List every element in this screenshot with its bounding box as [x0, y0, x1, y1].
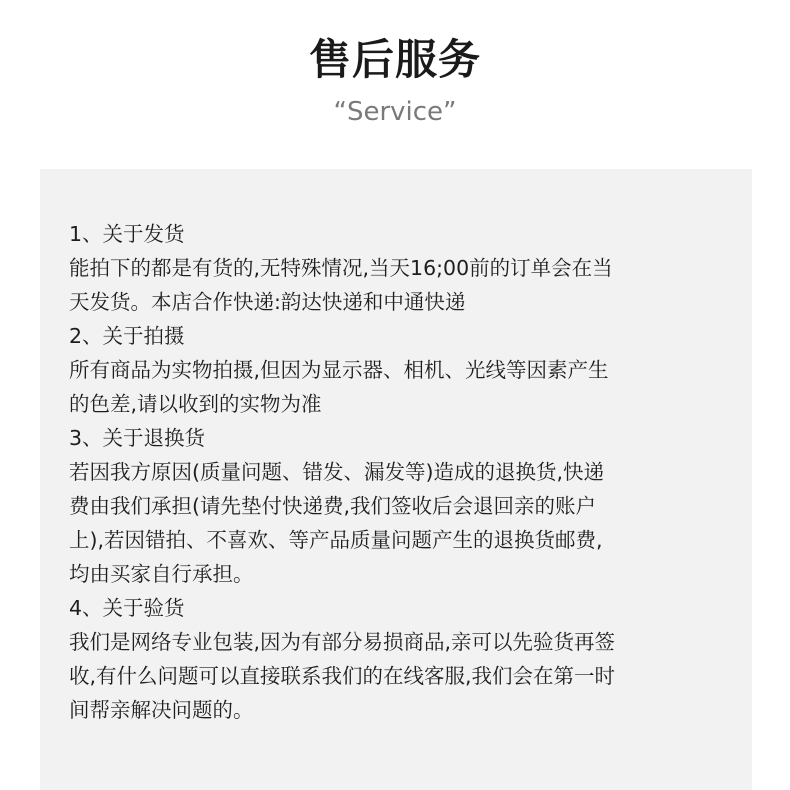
section-inspection	[69, 591, 719, 727]
page-subtitle: “Service”	[333, 97, 457, 127]
service-info-panel	[40, 169, 752, 790]
section-line: 若因我方原因(质量问题、错发、漏发等)造成的退换货,快递	[69, 460, 605, 484]
section-line: 费由我们承担(请先垫付快递费,我们签收后会退回亲的账户	[69, 494, 597, 518]
section-heading: 4、关于验货	[69, 596, 185, 620]
section-returns	[69, 421, 719, 591]
section-heading: 3、关于退换货	[69, 426, 206, 450]
section-line: 上),若因错拍、不喜欢、等产品质量问题产生的退换货邮费,	[69, 528, 603, 552]
section-line: 能拍下的都是有货的,无特殊情况,当天16;00前的订单会在当	[69, 256, 613, 280]
section-list	[69, 217, 719, 727]
section-line: 均由买家自行承担。	[69, 562, 254, 586]
section-heading: 2、关于拍摄	[69, 324, 185, 348]
section-line: 间帮亲解决问题的。	[69, 698, 254, 722]
page-title: 售后服务	[308, 35, 481, 84]
section-line: 天发货。本店合作快递:韵达快递和中通快递	[69, 290, 466, 314]
section-line: 收,有什么问题可以直接联系我们的在线客服,我们会在第一时	[69, 664, 616, 688]
section-heading: 1、关于发货	[69, 222, 185, 246]
section-line: 我们是网络专业包装,因为有部分易损商品,亲可以先验货再签	[69, 630, 616, 654]
section-shipping	[69, 217, 719, 319]
section-line: 的色差,请以收到的实物为准	[69, 392, 322, 416]
section-line: 所有商品为实物拍摄,但因为显示器、相机、光线等因素产生	[69, 358, 609, 382]
section-photography	[69, 319, 719, 421]
